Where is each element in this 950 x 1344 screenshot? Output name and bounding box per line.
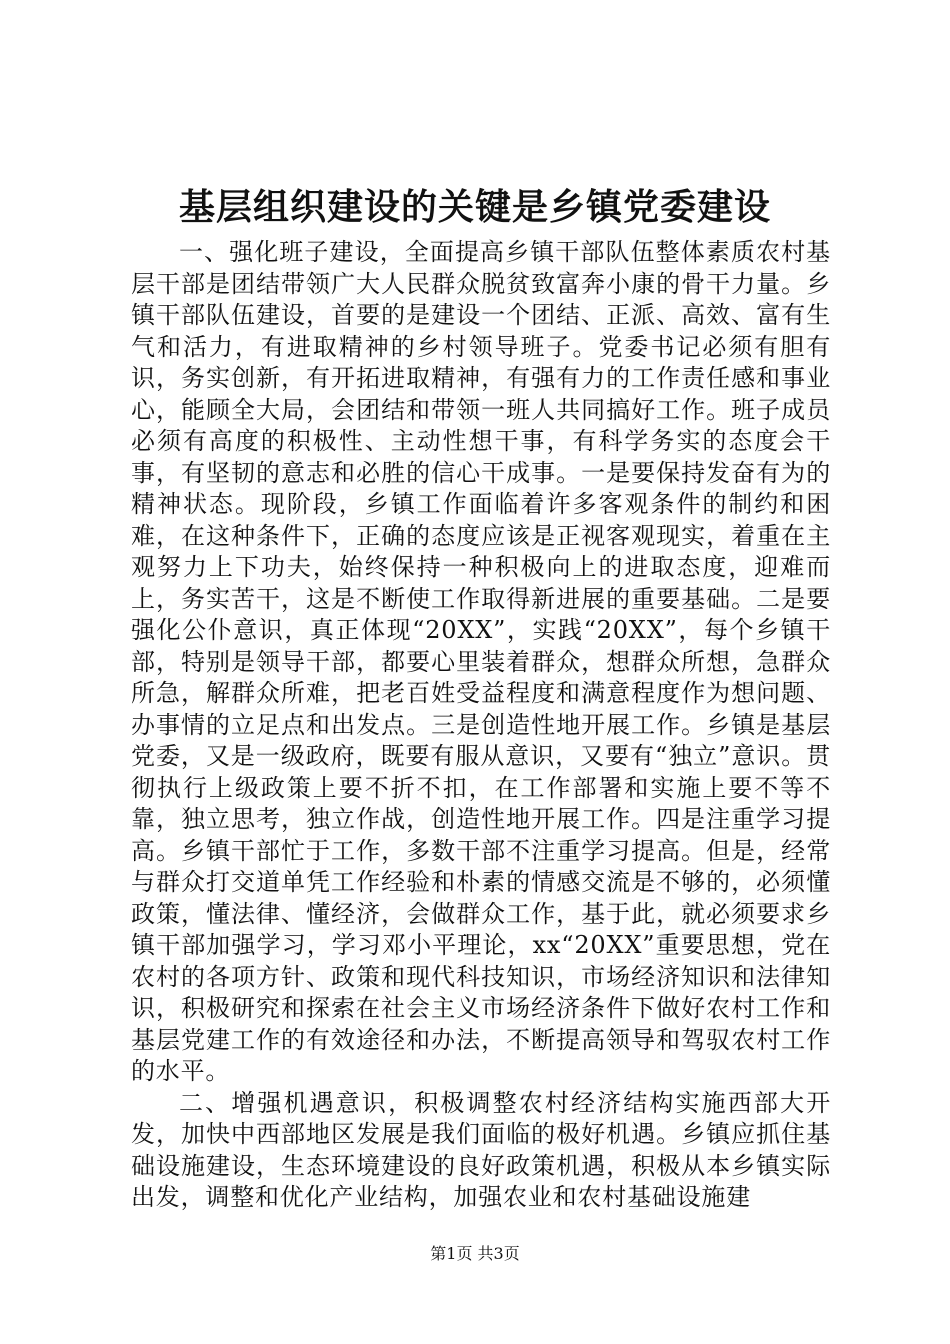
document-title: 基层组织建设的关键是乡镇党委建设 — [178, 186, 771, 228]
paragraph-2: 二、增强机遇意识，积极调整农村经济结构实施西部大开发，加快中西部地区发展是我们面临的极好机遇。乡镇应抓住基础设施建设，生态环境建设的良好政策机遇，积极从本乡镇实际出发，调整和优化产业结构，加强农业和农村基础设施建 — [131, 1088, 831, 1211]
document-body — [131, 237, 831, 1214]
page-footer: 第1页 共3页 — [430, 1244, 520, 1263]
paragraph-1: 一、强化班子建设，全面提高乡镇干部队伍整体素质农村基层干部是团结带领广大人民群众脱贫致富奔小康的骨干力量。乡镇干部队伍建设，首要的是建设一个团结、正派、高效、富有生气和活力，有进取精神的乡村领导班子。党委书记必须有胆有识，务实创新，有开拓进取精神，有强有力的工作责任感和事业心，能顾全大局，会团结和带领一班人共同搞好工作。班子成员必须有高度的积极性、主动性想干事，有科学务实的态度会干事，有坚韧的意志和必胜的信心干成事。一是要保持发奋有为的精神状态。现阶段，乡镇工作面临着许多客观条件的制约和困难，在这种条件下，正确的态度应该是正视客观现实，着重在主观努力上下功夫，始终保持一种积极向上的进取态度，迎难而上，务实苦干，这是不断使工作取得新进展的重要基础。二是要强化公仆意识，真正体现“20XX”，实践“20XX”，每个乡镇干部，特别是领导干部，都要心里装着群众，想群众所想，急群众所急，解群众所难，把老百姓受益程度和满意程度作为想问题、办事情的立足点和出发点。三是创造性地开展工作。乡镇是基层党委，又是一级政府，既要有服从意识，又要有“独立”意识。贯彻执行上级政策上要不折不扣，在工作部署和实施上要不等不靠，独立思考，独立作战，创造性地开展工作。四是注重学习提高。乡镇干部忙于工作，多数干部不注重学习提高。但是，经常与群众打交道单凭工作经验和朴素的情感交流是不够的，必须懂政策，懂法律、懂经济，会做群众工作，基于此，就必须要求乡镇干部加强学习，学习邓小平理论，xx“20XX”重要思想，党在农村的各项方针、政策和现代科技知识，市场经济知识和法律知识，积极研究和探索在社会主义市场经济条件下做好农村工作和基层党建工作的有效途径和办法，不断提高领导和驾驭农村工作的水平。 — [131, 238, 831, 1085]
